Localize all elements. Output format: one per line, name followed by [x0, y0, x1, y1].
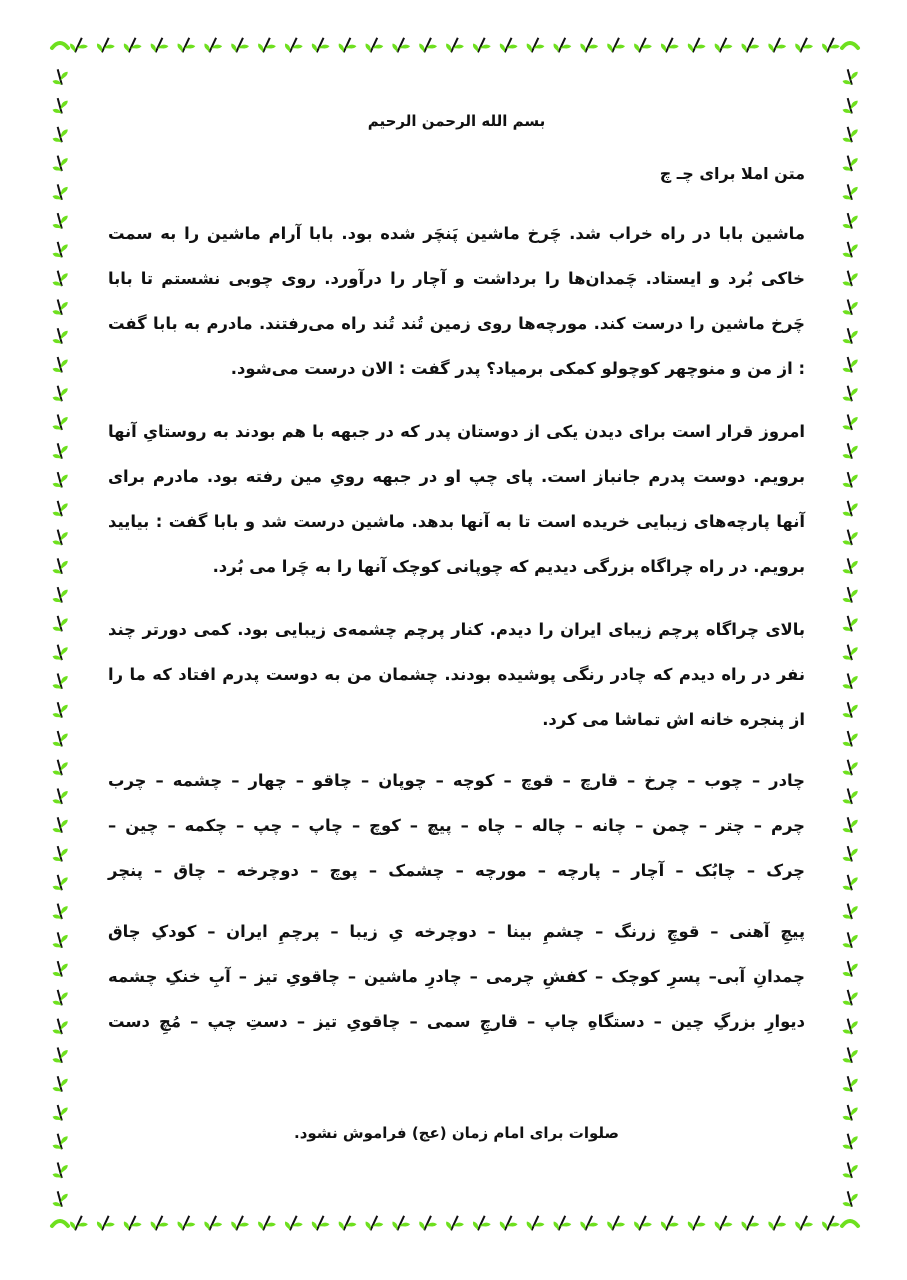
leaf-arrow-icon	[283, 1212, 305, 1234]
leaf-arrow-icon	[632, 34, 654, 56]
leaf-arrow-icon	[605, 34, 627, 56]
leaf-arrow-icon	[471, 1212, 493, 1234]
leaf-arrow-icon	[50, 383, 71, 403]
leaf-arrow-icon	[840, 240, 861, 260]
leaf-arrow-icon	[840, 844, 861, 864]
leaf-arrow-icon	[712, 1212, 734, 1234]
leaf-arrow-icon	[390, 1212, 412, 1234]
leaf-arrow-icon	[50, 642, 71, 662]
leaf-arrow-icon	[50, 297, 71, 317]
leaf-arrow-icon	[840, 930, 861, 950]
leaf-arrow-icon	[840, 182, 861, 202]
leaf-arrow-icon	[50, 240, 71, 260]
leaf-arrow-icon	[766, 1212, 788, 1234]
leaf-arrow-icon	[471, 34, 493, 56]
leaf-arrow-icon	[50, 786, 71, 806]
leaf-arrow-icon	[202, 34, 224, 56]
leaf-arrow-icon	[68, 34, 90, 56]
leaf-arrow-icon	[524, 34, 546, 56]
leaf-arrow-icon	[686, 1212, 708, 1234]
leaf-arrow-icon	[256, 1212, 278, 1234]
leaf-arrow-icon	[686, 34, 708, 56]
word-list-phrases	[108, 909, 805, 1044]
leaf-arrow-icon	[50, 815, 71, 835]
leaf-arrow-icon	[739, 34, 761, 56]
leaf-arrow-icon	[840, 1045, 861, 1065]
leaf-arrow-icon	[50, 499, 71, 519]
corner-swirl-icon	[52, 43, 68, 48]
leaf-arrow-icon	[50, 268, 71, 288]
leaf-arrow-icon	[310, 34, 332, 56]
leaf-arrow-icon	[840, 499, 861, 519]
leaf-arrow-icon	[50, 585, 71, 605]
leaf-arrow-icon	[68, 1212, 90, 1234]
leaf-arrow-icon	[840, 585, 861, 605]
leaf-arrow-icon	[417, 1212, 439, 1234]
leaf-arrow-icon	[766, 34, 788, 56]
leaf-arrow-icon	[50, 527, 71, 547]
leaf-arrow-icon	[50, 441, 71, 461]
leaf-arrow-icon	[712, 34, 734, 56]
leaf-arrow-icon	[840, 67, 861, 87]
leaf-arrow-icon	[820, 1212, 842, 1234]
leaf-arrow-icon	[363, 34, 385, 56]
leaf-arrow-icon	[175, 34, 197, 56]
footer-note: صلوات برای امام زمان (عج) فراموش نشود.	[294, 1124, 619, 1142]
leaf-arrow-icon	[739, 1212, 761, 1234]
leaf-arrow-icon	[498, 34, 520, 56]
leaf-arrow-icon	[551, 1212, 573, 1234]
leaf-arrow-icon	[50, 901, 71, 921]
leaf-arrow-icon	[283, 34, 305, 56]
leaf-arrow-icon	[50, 1045, 71, 1065]
corner-swirl-icon	[842, 1221, 858, 1226]
leaf-arrow-icon	[50, 125, 71, 145]
leaf-arrow-icon	[390, 34, 412, 56]
phrase-list-line: چمدانِ آبی– پسرِ کوچک – کفشِ چرمی – چادرِ ماشین – چاقویِ تیز – آبِ خنکِ چشمه	[108, 967, 805, 986]
word-list-line: چادر – چوب – چرخ – قارچ – قوچ – کوچه – چوپان – چاقو – چهار – چشمه – چرب	[108, 771, 805, 790]
leaf-arrow-icon	[840, 297, 861, 317]
leaf-arrow-icon	[50, 326, 71, 346]
paragraph-3: بالای چراگاه پرچم زیبای ایران را دیدم. کنار پرچم چشمه‌ی زیبایی بود. کمی دورتر چند نفر در راه دیدم که چادر رنگی پوشیده بودند. چشمان من به دوست پدرم افتاد که ما را از پنجره خانه اش تماشا می کرد.	[108, 620, 805, 729]
document-body	[108, 100, 805, 1044]
leaf-arrow-icon	[840, 125, 861, 145]
leaf-arrow-icon	[840, 96, 861, 116]
leaf-arrow-icon	[50, 1160, 71, 1180]
leaf-arrow-icon	[50, 96, 71, 116]
leaf-arrow-icon	[50, 211, 71, 231]
leaf-arrow-icon	[524, 1212, 546, 1234]
leaf-arrow-icon	[444, 34, 466, 56]
paragraph-2: امروز قرار است برای دیدن یکی از دوستان پدر که در جبهه با هم بودند به روستایِ آنها برویم. دوست پدرم جانباز است. پای چپ او در جبهه رویِ مین رفته بود. مادرم برای آنها پارچه‌های زیبایی خریده است تا به آنها بدهد. ماشین درست شد و بابا گفت : بیایید برویم. در راه چراگاه بزرگی دیدیم که چوپانی کوچک آنها را به چَرا می بُرد.	[108, 422, 805, 576]
leaf-arrow-icon	[551, 34, 573, 56]
leaf-arrow-icon	[840, 959, 861, 979]
leaf-arrow-icon	[50, 556, 71, 576]
leaf-arrow-icon	[50, 470, 71, 490]
leaf-arrow-icon	[840, 153, 861, 173]
leaf-arrow-icon	[840, 757, 861, 777]
leaf-arrow-icon	[840, 470, 861, 490]
leaf-arrow-icon	[50, 355, 71, 375]
leaf-arrow-icon	[50, 757, 71, 777]
leaf-arrow-icon	[840, 786, 861, 806]
leaf-arrow-icon	[50, 844, 71, 864]
leaf-arrow-icon	[578, 34, 600, 56]
leaf-arrow-icon	[50, 873, 71, 893]
leaf-arrow-icon	[840, 901, 861, 921]
leaf-arrow-icon	[50, 930, 71, 950]
leaf-arrow-icon	[50, 1189, 71, 1209]
leaf-arrow-icon	[840, 729, 861, 749]
leaf-arrow-icon	[50, 1103, 71, 1123]
leaf-arrow-icon	[840, 441, 861, 461]
leaf-arrow-icon	[840, 211, 861, 231]
leaf-arrow-icon	[793, 1212, 815, 1234]
leaf-arrow-icon	[498, 1212, 520, 1234]
leaf-arrow-icon	[840, 671, 861, 691]
leaf-arrow-icon	[229, 34, 251, 56]
leaf-arrow-icon	[840, 268, 861, 288]
phrase-list-line: دیوارِ بزرگِ چین – دستگاهِ چاپ – قارچِ سمی – چاقویِ تیز – دستِ چپ – مُچِ دست	[108, 1012, 805, 1031]
leaf-arrow-icon	[840, 815, 861, 835]
leaf-arrow-icon	[840, 1160, 861, 1180]
leaf-arrow-icon	[444, 1212, 466, 1234]
leaf-arrow-icon	[605, 1212, 627, 1234]
word-list-line: چرم – چتر – چمن – چانه – چاله – چاه – پیچ – کوچ – چاپ – چپ – چکمه – چین –	[108, 816, 805, 835]
leaf-arrow-icon	[840, 642, 861, 662]
leaf-arrow-icon	[148, 34, 170, 56]
leaf-arrow-icon	[229, 1212, 251, 1234]
leaf-arrow-icon	[840, 1016, 861, 1036]
leaf-arrow-icon	[840, 1131, 861, 1151]
leaf-arrow-icon	[840, 412, 861, 432]
leaf-arrow-icon	[122, 34, 144, 56]
leaf-arrow-icon	[659, 1212, 681, 1234]
leaf-arrow-icon	[578, 1212, 600, 1234]
leaf-arrow-icon	[50, 614, 71, 634]
leaf-arrow-icon	[417, 34, 439, 56]
corner-swirl-icon	[842, 43, 858, 48]
leaf-arrow-icon	[840, 1103, 861, 1123]
leaf-arrow-icon	[659, 34, 681, 56]
leaf-arrow-icon	[840, 614, 861, 634]
leaf-arrow-icon	[336, 34, 358, 56]
leaf-arrow-icon	[202, 1212, 224, 1234]
leaf-arrow-icon	[50, 1016, 71, 1036]
leaf-arrow-icon	[50, 153, 71, 173]
word-list-line: چرک – چابُک – آچار – پارچه – مورچه – چشمک – پوچ – دوچرخه – چاق – پنچر	[108, 861, 805, 880]
page-title: متن املا برای چـ چ	[659, 164, 805, 183]
leaf-arrow-icon	[122, 1212, 144, 1234]
leaf-arrow-icon	[840, 326, 861, 346]
leaf-arrow-icon	[840, 873, 861, 893]
phrase-list-line: پیچِ آهنی – قوچِ زرنگ – چشمِ بینا – دوچرخه یِ زیبا – پرچمِ ایران – کودکِ چاق	[108, 922, 805, 941]
leaf-arrow-icon	[50, 729, 71, 749]
leaf-arrow-icon	[95, 34, 117, 56]
leaf-arrow-icon	[793, 34, 815, 56]
leaf-arrow-icon	[50, 671, 71, 691]
leaf-arrow-icon	[256, 34, 278, 56]
leaf-arrow-icon	[310, 1212, 332, 1234]
leaf-arrow-icon	[840, 527, 861, 547]
leaf-arrow-icon	[840, 700, 861, 720]
leaf-arrow-icon	[50, 412, 71, 432]
leaf-arrow-icon	[148, 1212, 170, 1234]
leaf-arrow-icon	[840, 355, 861, 375]
leaf-arrow-icon	[50, 182, 71, 202]
leaf-arrow-icon	[50, 700, 71, 720]
leaf-arrow-icon	[50, 988, 71, 1008]
leaf-arrow-icon	[50, 959, 71, 979]
word-list-single	[108, 758, 805, 893]
bismillah-heading: بسم الله الرحمن الرحیم	[367, 112, 546, 130]
leaf-arrow-icon	[336, 1212, 358, 1234]
leaf-arrow-icon	[820, 34, 842, 56]
paragraph-1: ماشین بابا در راه خراب شد. چَرخ ماشین پَنچَر شده بود. بابا آرام ماشین را به سمت خاکی بُرد و ایستاد. چَمدان‌ها را برداشت و آچار را درآورد. روی چوبی نشستم تا بابا چَرخ ماشین را درست کند. مورچه‌ها روی زمین تُند تُند راه می‌رفتند. مادرم به بابا گفت : از من و منوچهر کوچولو کمکی برمیاد؟ پدر گفت : الان درست می‌شود.	[108, 224, 805, 378]
leaf-arrow-icon	[175, 1212, 197, 1234]
leaf-arrow-icon	[632, 1212, 654, 1234]
leaf-arrow-icon	[363, 1212, 385, 1234]
leaf-arrow-icon	[50, 1074, 71, 1094]
leaf-arrow-icon	[840, 383, 861, 403]
leaf-arrow-icon	[840, 1189, 861, 1209]
leaf-arrow-icon	[840, 1074, 861, 1094]
leaf-arrow-icon	[840, 988, 861, 1008]
leaf-arrow-icon	[95, 1212, 117, 1234]
corner-swirl-icon	[52, 1221, 68, 1226]
leaf-arrow-icon	[50, 67, 71, 87]
leaf-arrow-icon	[840, 556, 861, 576]
leaf-arrow-icon	[50, 1131, 71, 1151]
